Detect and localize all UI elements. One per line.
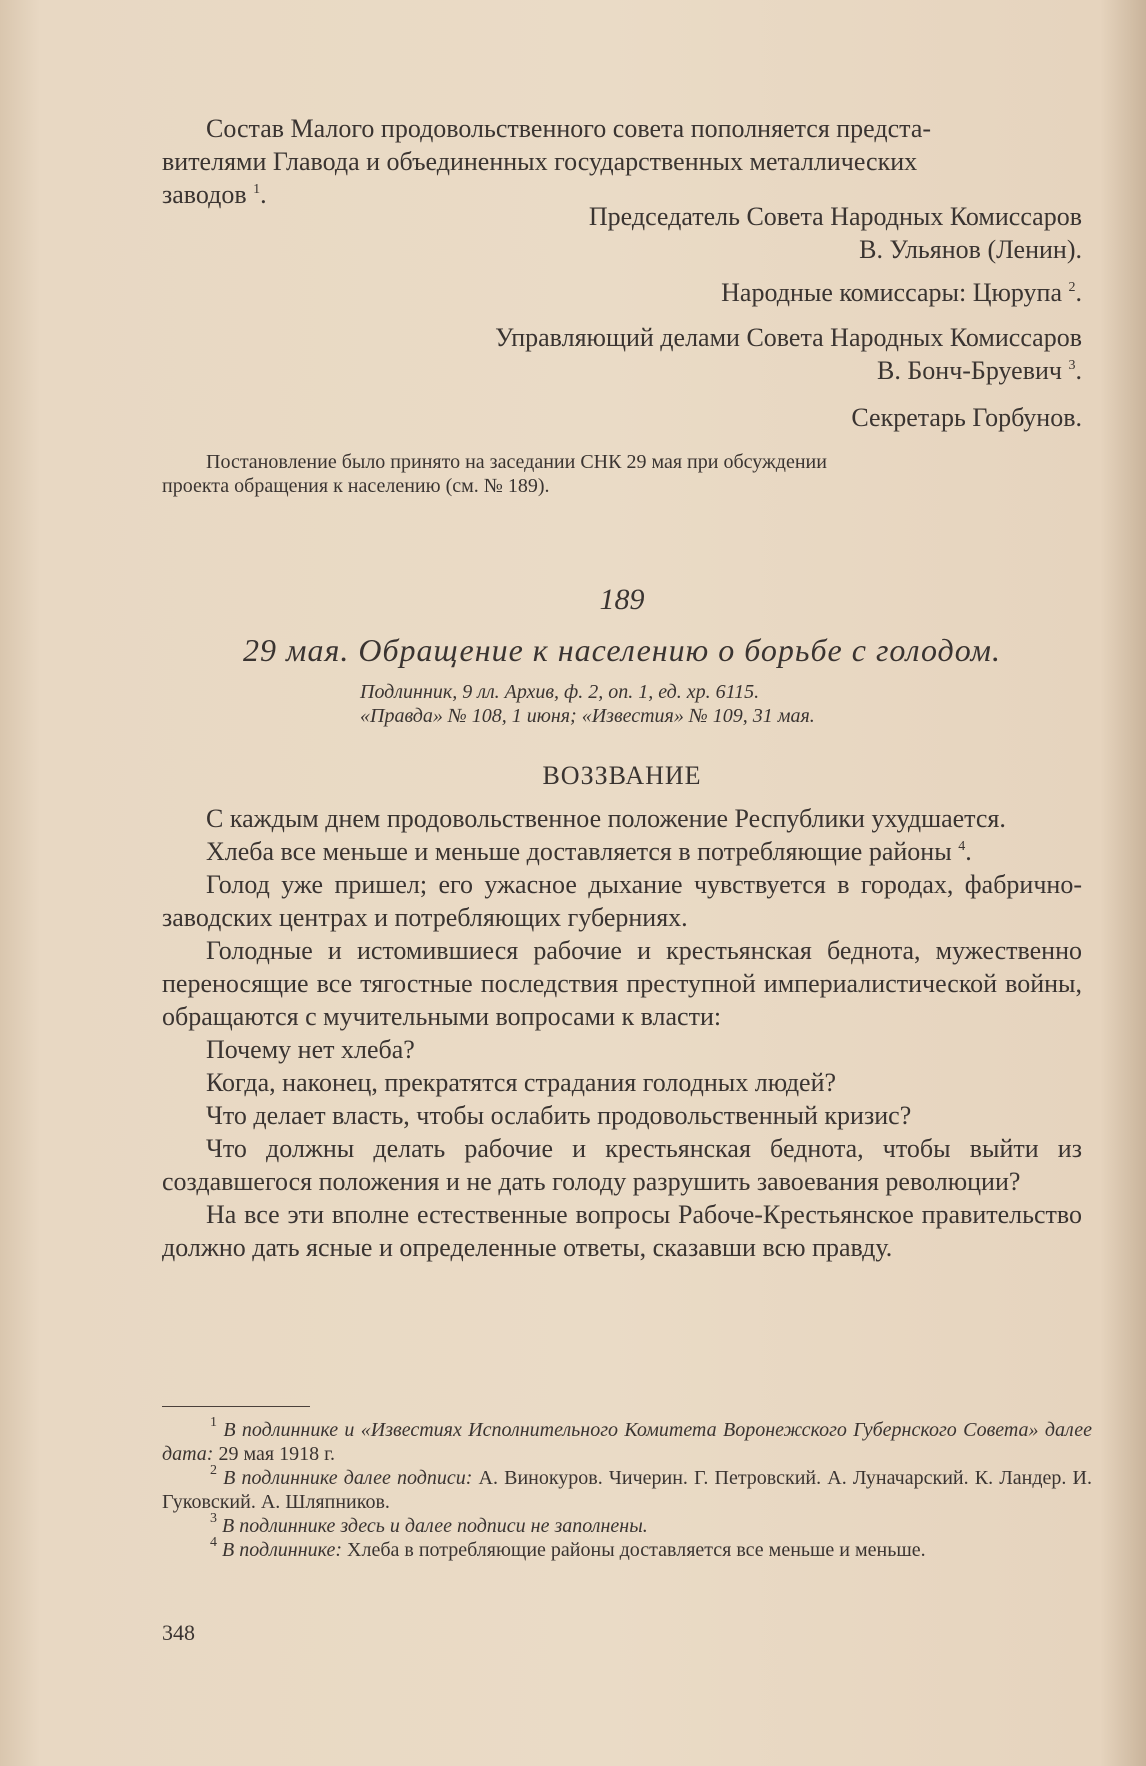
paragraph-9: На все эти вполне естественные вопросы Рабоче-Крестьянское правительство должно дать ясные и определенные ответы, сказавши всю правду. (162, 1200, 1082, 1262)
note-line-1: Постановление было принято на заседании СНК 29 мая при обсуждении (206, 451, 827, 473)
footnote-ref-4: 4 (958, 839, 966, 854)
chair-title: Председатель Совета Народных Комиссаров (588, 202, 1082, 231)
intro-line-1: Состав Малого продовольственного совета пополняется предста- (206, 114, 932, 143)
footnote-ref-3: 3 (1068, 358, 1076, 373)
paragraph-2: Хлеба все меньше и меньше доставляется в потребляющие районы $^4$. (206, 837, 972, 866)
paragraph-8: Что должны делать рабочие и крестьянская беднота, чтобы выйти из создавшегося положения и не дать голоду разрушить завоевания революции? (162, 1134, 1082, 1196)
document-sources (360, 680, 960, 728)
paragraph-7: Что делает власть, чтобы ослабить продовольственный кризис? (206, 1101, 912, 1130)
footnote-2: $^2$ В подлиннике далее подписи: А. Винокуров. Чичерин. Г. Петровский. А. Луначарский. К. Ландер. И. Гуковский. А. Шляпников. (162, 1463, 1093, 1513)
manager-name-line: В. Бонч-Бруевич $^3$. (877, 356, 1082, 385)
paragraph-5: Почему нет хлеба? (206, 1035, 415, 1064)
document-number: 189 (599, 583, 645, 616)
document-title: 29 мая. Обращение к населению о борьбе с голодом. (243, 632, 1001, 668)
source-line-1: Подлинник, 9 лл. Архив, ф. 2, оп. 1, ед. хр. 6115. (360, 681, 760, 703)
paragraph-6: Когда, наконец, прекратятся страдания голодных людей? (206, 1068, 837, 1097)
intro-line-3: заводов (162, 180, 247, 209)
commissars-line: Народные комиссары: Цюрупа $^2$. (721, 278, 1082, 307)
appeal-heading: ВОЗЗВАНИЕ (542, 761, 702, 790)
source-line-2: «Правда» № 108, 1 июня; «Известия» № 109, 31 мая. (360, 705, 815, 727)
footnote-1: $^1$ В подлиннике и «Известиях Исполнительного Комитета Воронежского Губернского Совета» далее дата: 29 мая 1918 г. (162, 1415, 1092, 1465)
editorial-note (162, 450, 1082, 498)
footnotes (162, 1415, 1093, 1562)
paragraph-1: С каждым днем продовольственное положение Республики ухудшается. (206, 804, 1006, 833)
footnote-divider (162, 1406, 310, 1407)
paragraph-3: Голод уже пришел; его ужасное дыхание чувствуется в городах, фабрично-заводских центрах и потребляющих губерниях. (162, 870, 1082, 932)
appeal-body (162, 802, 1082, 1264)
chair-name: В. Ульянов (Ленин). (859, 235, 1082, 264)
manager-title: Управляющий делами Совета Народных Комиссаров (495, 323, 1082, 352)
footnote-4: $^4$ В подлиннике: Хлеба в потребляющие районы доставляется все меньше и меньше. (210, 1535, 926, 1561)
footnote-3: $^3$ В подлиннике здесь и далее подписи не заполнены. (210, 1511, 648, 1537)
note-line-2: проекта обращения к населению (см. № 189). (162, 475, 550, 497)
footnote-ref-1: 1 (253, 182, 261, 197)
secretary-line: Секретарь Горбунов. (851, 403, 1082, 432)
signatures (162, 200, 1082, 434)
page-number: 348 (162, 1620, 195, 1645)
footnote-ref-2: 2 (1068, 280, 1076, 295)
paragraph-4: Голодные и истомившиеся рабочие и крестьянская беднота, мужественно переносящие все тягостные последствия преступной империалистической войны, обращаются с мучительными вопросами к власти: (162, 936, 1082, 1031)
intro-line-2: вителями Главода и объединенных государственных металлических (162, 147, 918, 176)
intro-paragraph: Состав Малого продовольственного совета пополняется предста- вителями Главода и объединенных государственных металлических заводов $^1$. (162, 114, 932, 209)
